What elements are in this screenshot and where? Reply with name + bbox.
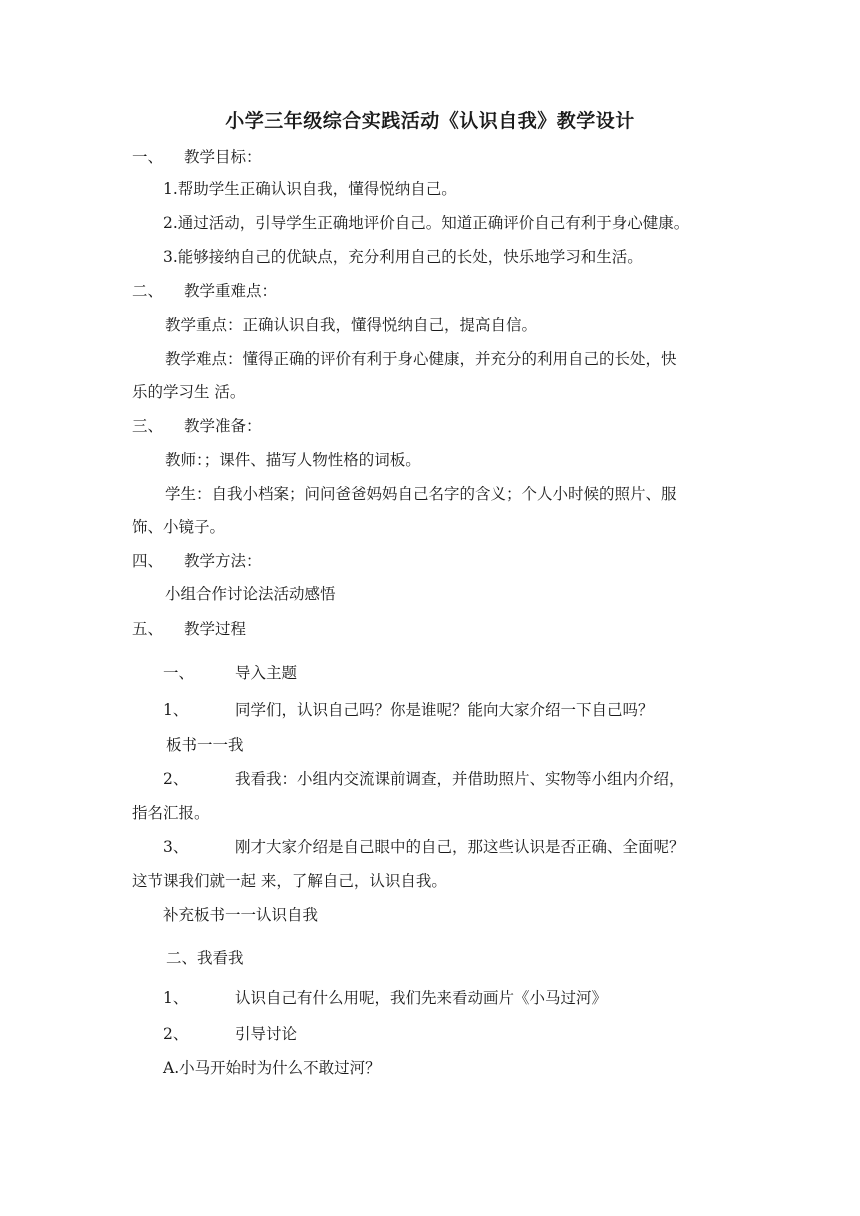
goal-item-2: 2.通过活动，引导学生正确地评价自己。知道正确评价自己有利于身心健康。 bbox=[163, 214, 690, 232]
section-3-label: 教学准备： bbox=[184, 417, 262, 435]
section-3-heading bbox=[132, 415, 262, 437]
step-2-text: 我看我：小组内交流课前调查，并借助照片、实物等小组内介绍， bbox=[235, 770, 685, 788]
step-1 bbox=[163, 699, 654, 721]
step-2 bbox=[163, 768, 685, 790]
section-1-number: 一、 bbox=[132, 148, 164, 166]
part-2-step-1 bbox=[163, 987, 607, 1009]
part-2-step-1-number: 1、 bbox=[163, 989, 189, 1007]
goal-item-3: 3.能够接纳自己的优缺点，充分利用自己的长处，快乐地学习和生活。 bbox=[163, 248, 643, 266]
step-1-text: 同学们，认识自己吗？你是谁呢？能向大家介绍一下自己吗？ bbox=[235, 701, 654, 719]
section-2-number: 二、 bbox=[132, 282, 164, 300]
step-3-number: 3、 bbox=[163, 838, 189, 856]
step-3-continuation: 这节课我们就一起 来，了解自己，认识自我。 bbox=[132, 872, 447, 890]
goal-item-1: 1.帮助学生正确认识自我，懂得悦纳自己。 bbox=[163, 180, 457, 198]
teacher-prep: 教师：；课件、描写人物性格的词板。 bbox=[165, 451, 421, 469]
part-2-step-2-text: 引导讨论 bbox=[235, 1025, 298, 1043]
section-4-heading bbox=[132, 550, 262, 572]
section-1-label: 教学目标： bbox=[184, 148, 262, 166]
process-part-2-heading: 二、我看我 bbox=[166, 949, 244, 967]
discussion-question-a: A.小马开始时为什么不敢过河？ bbox=[163, 1059, 381, 1077]
step-1-number: 1、 bbox=[163, 701, 189, 719]
method-text: 小组合作讨论法活动感悟 bbox=[165, 585, 336, 603]
key-point: 教学重点：正确认识自我，懂得悦纳自己，提高自信。 bbox=[165, 316, 538, 334]
step-2-continuation: 指名汇报。 bbox=[132, 804, 210, 822]
section-4-number: 四、 bbox=[132, 552, 164, 570]
step-2-number: 2、 bbox=[163, 770, 189, 788]
difficulty-line-1: 教学难点：懂得正确的评价有利于身心健康，并充分的利用自己的长处，快 bbox=[165, 350, 677, 368]
section-2-heading bbox=[132, 280, 277, 302]
student-prep-line-1: 学生：自我小档案；问问爸爸妈妈自己名字的含义；个人小时候的照片、服 bbox=[165, 485, 677, 503]
document-title: 小学三年级综合实践活动《认识自我》教学设计 bbox=[225, 110, 635, 132]
board-note-1: 板书一一我 bbox=[166, 736, 244, 754]
section-5-number: 五、 bbox=[132, 620, 164, 638]
process-part-1-number: 一、 bbox=[163, 664, 195, 682]
student-prep-line-2: 饰、小镜子。 bbox=[132, 518, 226, 536]
section-5-heading bbox=[132, 618, 246, 640]
step-3 bbox=[163, 836, 685, 858]
difficulty-line-2: 乐的学习生 活。 bbox=[132, 383, 246, 401]
part-2-step-2-number: 2、 bbox=[163, 1025, 189, 1043]
process-part-1-label: 导入主题 bbox=[235, 664, 298, 682]
section-2-label: 教学重难点： bbox=[184, 282, 278, 300]
part-2-step-2 bbox=[163, 1023, 297, 1045]
section-3-number: 三、 bbox=[132, 417, 164, 435]
section-1-heading bbox=[132, 146, 262, 168]
section-5-label: 教学过程 bbox=[184, 620, 247, 638]
board-note-2: 补充板书一一认识自我 bbox=[163, 906, 319, 924]
step-3-text: 刚才大家介绍是自己眼中的自己，那这些认识是否正确、全面呢？ bbox=[235, 838, 685, 856]
part-2-step-1-text: 认识自己有什么用呢，我们先来看动画片《小马过河》 bbox=[235, 989, 608, 1007]
process-part-1-heading bbox=[163, 662, 297, 684]
section-4-label: 教学方法： bbox=[184, 552, 262, 570]
